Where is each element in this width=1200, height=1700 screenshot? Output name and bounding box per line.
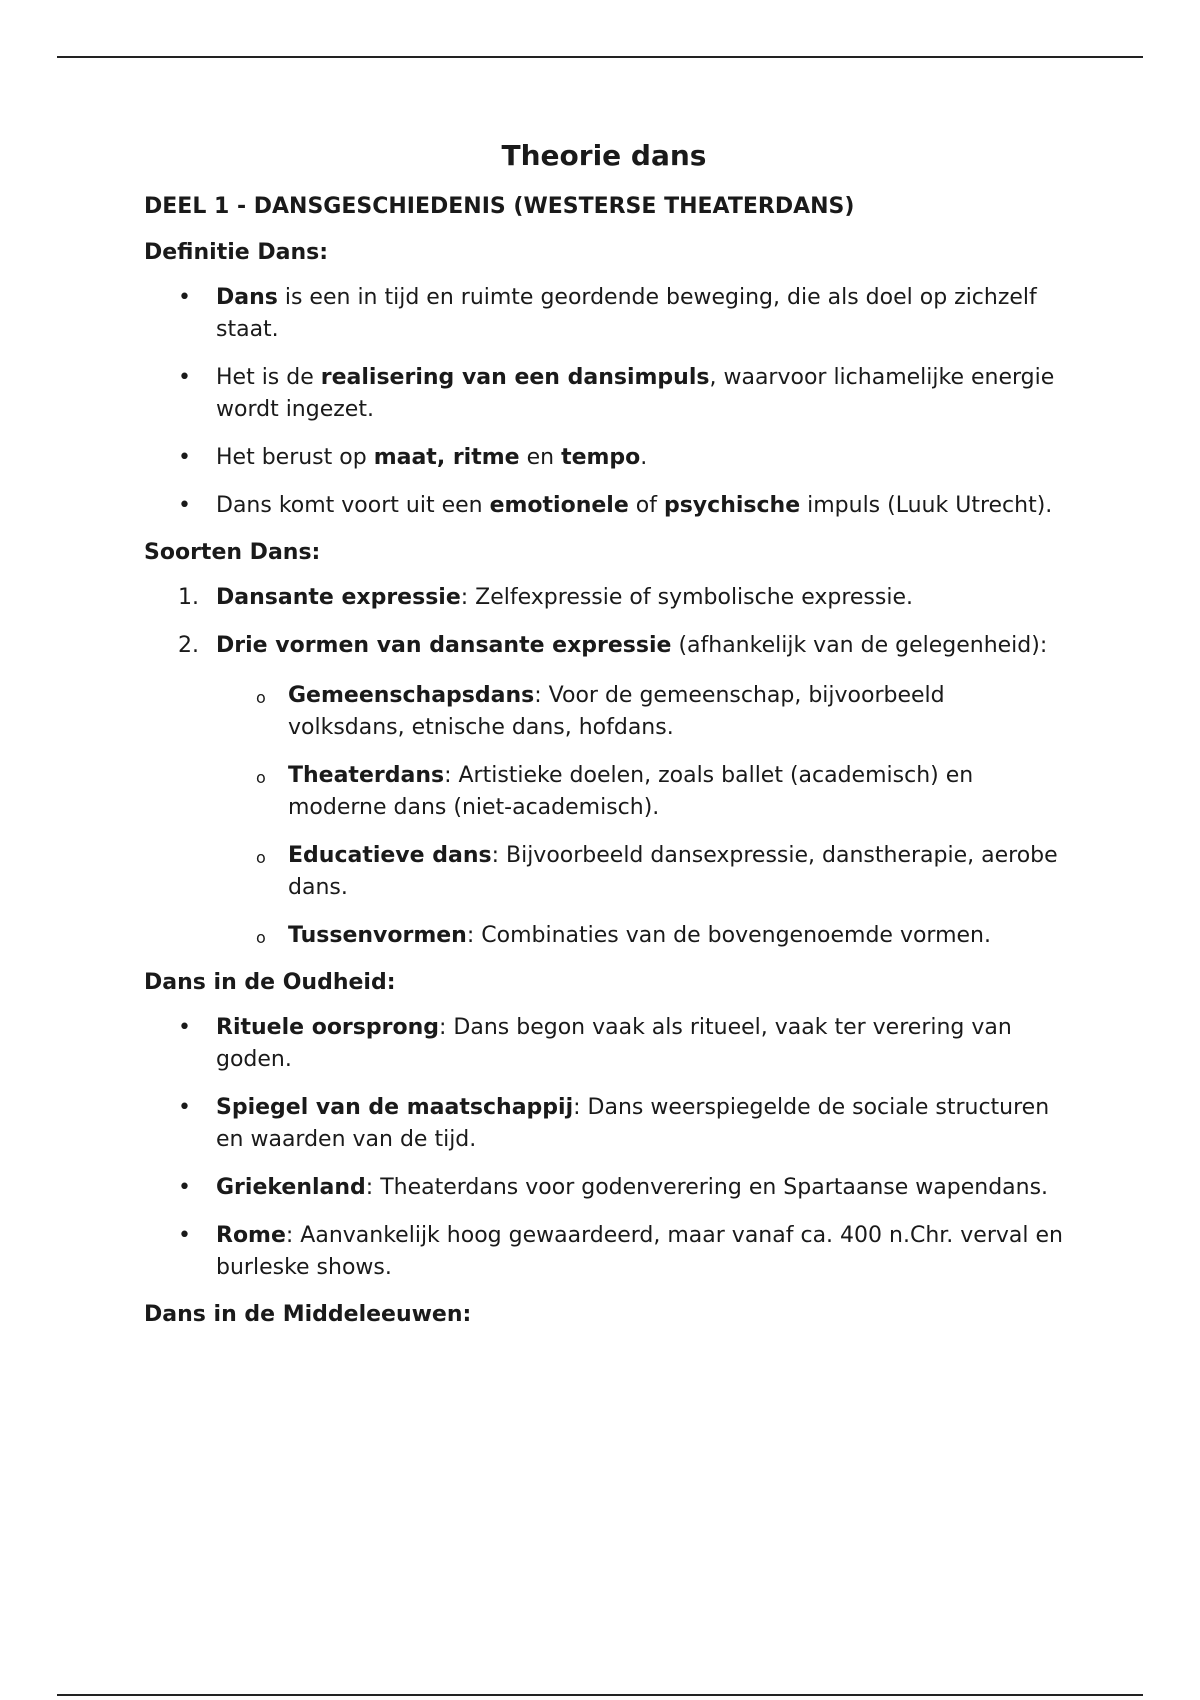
bullet-marker: • <box>178 493 191 518</box>
term: maat, ritme <box>373 445 520 470</box>
list-item <box>144 1220 1064 1284</box>
item-text: Dans komt voort uit een <box>216 493 490 518</box>
term: Rome <box>216 1223 286 1248</box>
sub-list-item <box>216 920 1064 952</box>
top-rule <box>57 56 1143 58</box>
term: Gemeenschapsdans <box>288 683 535 708</box>
document-title: Theorie dans <box>501 139 707 172</box>
sub-bullet-marker: o <box>256 848 266 867</box>
item-text: (afhankelijk van de gelegenheid): <box>671 633 1048 658</box>
term: Tussenvormen <box>288 923 467 948</box>
term: Griekenland <box>216 1175 366 1200</box>
item-text: Het is de <box>216 365 321 390</box>
sub-list <box>216 680 1064 952</box>
list-item <box>144 362 1064 426</box>
item-text: : Zelfexpressie of symbolische expressie. <box>460 585 913 610</box>
item-text: : Theaterdans voor godenverering en Spartaanse wapendans. <box>365 1175 1049 1200</box>
item-text: : Artistieke doelen, zoals ballet (academisch) en moderne dans (niet-academisch). <box>288 763 974 820</box>
list-item <box>144 630 1064 952</box>
oudheid-list <box>144 1012 1064 1284</box>
item-text: : Aanvankelijk hoog gewaardeerd, maar vanaf ca. 400 n.Chr. verval en burleske shows. <box>216 1223 1063 1280</box>
list-item <box>144 282 1064 346</box>
item-text: is een in tijd en ruimte geordende beweging, die als doel op zichzelf staat. <box>216 285 1037 342</box>
document-page <box>144 138 1064 1344</box>
item-text: Het berust op <box>216 445 374 470</box>
term: Dans <box>216 285 278 310</box>
bullet-marker: • <box>178 1095 191 1120</box>
part-heading: DEEL 1 - DANSGESCHIEDENIS (WESTERSE THEATERDANS) <box>144 194 855 219</box>
term: realisering van een dansimpuls <box>320 365 710 390</box>
term: Rituele oorsprong <box>216 1015 439 1040</box>
sub-bullet-marker: o <box>256 768 266 787</box>
item-text: en <box>519 445 562 470</box>
definitie-list <box>144 282 1064 522</box>
term: Drie vormen van dansante expressie <box>216 633 672 658</box>
list-item <box>144 1172 1064 1204</box>
soorten-list <box>144 582 1064 952</box>
list-item <box>144 582 1064 614</box>
term: emotionele <box>489 493 629 518</box>
bullet-marker: • <box>178 285 191 310</box>
bullet-marker: • <box>178 365 191 390</box>
section-heading-middeleeuwen: Dans in de Middeleeuwen: <box>144 1302 472 1327</box>
list-item <box>144 1012 1064 1076</box>
bullet-marker: • <box>178 1223 191 1248</box>
item-text: , waarvoor lichamelijke energie wordt ingezet. <box>216 365 1055 422</box>
list-item <box>144 442 1064 474</box>
item-text: impuls (Luuk Utrecht). <box>800 493 1053 518</box>
sub-bullet-marker: o <box>256 688 266 707</box>
section-heading-soorten: Soorten Dans: <box>144 540 321 565</box>
section-heading-definitie: Definitie Dans: <box>144 240 328 265</box>
item-text: : Combinaties van de bovengenoemde vormen. <box>466 923 991 948</box>
list-item <box>144 490 1064 522</box>
term: Spiegel van de maatschappij <box>216 1095 574 1120</box>
bottom-rule <box>57 1694 1143 1696</box>
number-marker: 1. <box>178 585 199 610</box>
list-item <box>144 1092 1064 1156</box>
number-marker: 2. <box>178 633 199 658</box>
item-text: : Dans weerspiegelde de sociale structuren en waarden van de tijd. <box>216 1095 1050 1152</box>
sub-list-item <box>216 840 1064 904</box>
sub-bullet-marker: o <box>256 928 266 947</box>
bullet-marker: • <box>178 1015 191 1040</box>
sub-list-item <box>216 760 1064 824</box>
sub-list-item <box>216 680 1064 744</box>
item-text: : Dans begon vaak als ritueel, vaak ter verering van goden. <box>216 1015 1012 1072</box>
item-text: of <box>628 493 664 518</box>
bullet-marker: • <box>178 445 191 470</box>
item-text: . <box>640 445 648 470</box>
term: Theaterdans <box>288 763 445 788</box>
item-text: : Voor de gemeenschap, bijvoorbeeld volksdans, etnische dans, hofdans. <box>288 683 945 740</box>
term: Dansante expressie <box>216 585 461 610</box>
term: Educatieve dans <box>288 843 492 868</box>
bullet-marker: • <box>178 1175 191 1200</box>
term: psychische <box>663 493 801 518</box>
term: tempo <box>561 445 641 470</box>
item-text: : Bijvoorbeeld dansexpressie, danstherapie, aerobe dans. <box>288 843 1058 900</box>
section-heading-oudheid: Dans in de Oudheid: <box>144 970 396 995</box>
